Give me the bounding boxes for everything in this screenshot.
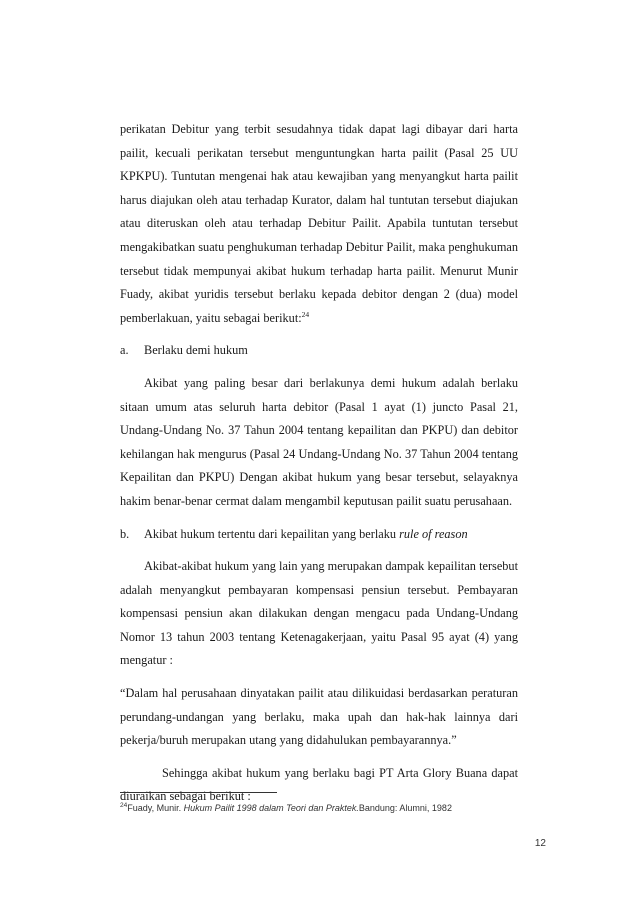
body-text — [120, 118, 518, 818]
paragraph-demi-hukum: Akibat yang paling besar dari berlakunya demi hukum adalah berlaku sitaan umum atas seluruh harta debitor (Pasal 1 ayat (1) juncto Pasal 21, Undang-Undang No. 37 Tahun 2004 tentang kepailitan dan PKPU) dan debitor kehilangan hak mengurus (Pasal 24 Undang-Undang No. 37 Tahun 2004 tentang Kepailitan dan PKPU) Dengan akibat hukum yang besar tersebut, selayaknya hakim benar-benar cermat dalam mengambil keputusan pailit suatu perusahaan. — [120, 375, 518, 508]
paragraph-kompensasi: Akibat-akibat hukum yang lain yang merupakan dampak kepailitan tersebut adalah menyangkut pembayaran kompensasi pensiun tersebut. Pembayaran kompensasi pensiun akan dilakukan dengan mengacu pada Undang-Undang Nomor 13 tahun 2003 tentang Ketenagakerjaan, yaitu Pasal 95 ayat (4) yang mengatur : — [120, 559, 518, 668]
list-label-b-italic: rule of reason — [399, 526, 468, 541]
footnote-publisher: Bandung: Alumni, 1982 — [358, 803, 452, 813]
list-marker-b: b. — [120, 526, 130, 541]
paragraph-intro — [120, 118, 518, 330]
list-label-a: Berlaku demi hukum — [144, 343, 248, 358]
footnote-reference: 24 — [301, 309, 310, 319]
paragraph-intro-text: perikatan Debitur yang terbit sesudahnya tidak dapat lagi dibayar dari harta pailit, kecuali perikatan tersebut menguntungkan harta pailit (Pasal 25 UU KPKPU). Tuntutan mengenai hak atau kewajiban yang menyangkut harta pailit harus diajukan oleh atau terhadap Kurator, dalam hal tuntutan tersebut diajukan atau diteruskan oleh atau terhadap Debitur Pailit. Apabila tuntutan tersebut mengakibatkan suatu penghukuman terhadap Debitur Pailit, maka penghukuman tersebut tidak mempunyai akibat hukum terhadap harta pailit. Menurut Munir Fuady, akibat yuridis tersebut berlaku kepada debitor dengan 2 (dua) model pemberlakuan, yaitu sebagai berikut: — [120, 122, 518, 325]
list-item-b — [120, 523, 518, 547]
footnote-number: 24 — [120, 802, 128, 809]
list-marker-a: a. — [120, 343, 129, 358]
paragraph-conclusion: Sehingga akibat hukum yang berlaku bagi PT Arta Glory Buana dapat diuraikan sebagai berikut : — [120, 765, 518, 804]
footnote-title: Hukum Pailit 1998 dalam Teori dan Praktek. — [183, 803, 359, 813]
page-number: 12 — [534, 838, 546, 849]
footnote-author: Fuady, Munir. — [127, 803, 182, 813]
footnote-divider — [120, 792, 277, 793]
quote-paragraph: “Dalam hal perusahaan dinyatakan pailit atau dilikuidasi berdasarkan peraturan perundang-undangan yang berlaku, maka upah dan hak-hak lainnya dari pekerja/buruh merupakan utang yang didahulukan pembayarannya.” — [120, 686, 518, 748]
list-item-a — [120, 339, 518, 363]
list-label-b: Akibat hukum tertentu dari kepailitan yang berlaku — [144, 526, 397, 541]
footnote — [120, 802, 540, 814]
